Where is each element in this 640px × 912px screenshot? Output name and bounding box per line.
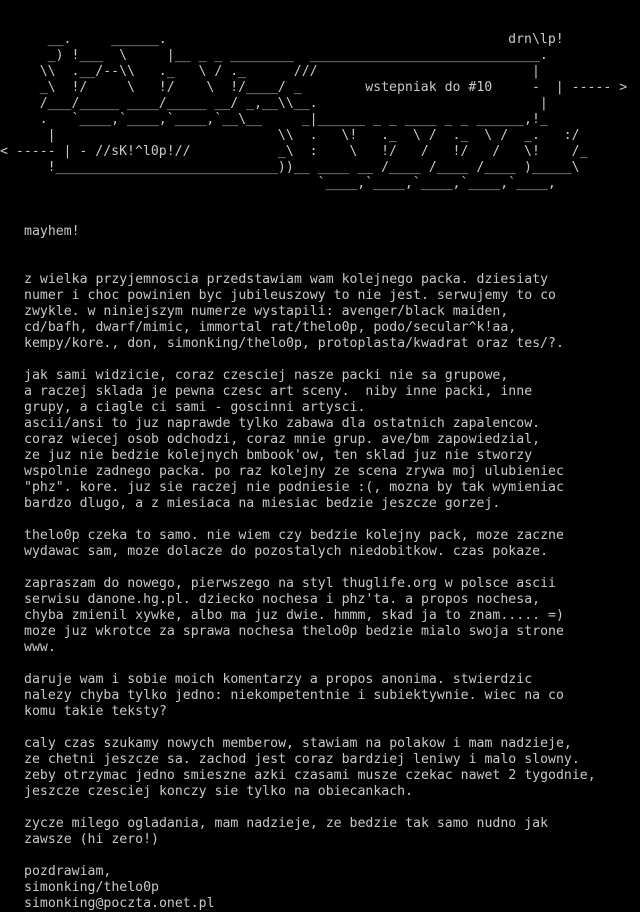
ascii-art-line: `____,`____,`____,`____,`____, [0, 176, 556, 191]
ascii-art-logo [0, 32, 627, 192]
text-line: zycze milego ogladania, mam nadzieje, ze bedzie tak samo nudno jak [24, 816, 549, 831]
text-line: "phz". kore. juz sie raczej nie podniesie :(, mozna by tak wymieniac [24, 480, 564, 495]
ascii-art-line: _\ !/ \ !/ \ !/____/ _ wstepniak do #10 - | ----- > [0, 80, 628, 95]
text-line: nalezy chyba tylko jedno: niekompetentnie i subiektywnie. wiec na co [24, 688, 564, 703]
paragraph [24, 816, 632, 848]
text-line: numer i choc powinien byc jubileuszowy to nie jest. serwujemy to co [24, 288, 556, 303]
text-line: wspolnie zadnego packa. po raz kolejny ze scena zrywa moj ulubieniec [24, 464, 564, 479]
signature [24, 864, 632, 912]
paragraph [24, 272, 632, 352]
ascii-art-line: /___/_____ ____/_____ __/ _,__\\__. | [0, 96, 548, 111]
text-line: komu takie teksty? [24, 704, 167, 719]
ascii-art-line: . `____,`____,`____,`__\__ _|______ _ _ ____ _ _ ______,!_ [0, 112, 548, 127]
text-line: grupy, a ciagle ci sami - goscinni artysci. [24, 400, 366, 415]
ascii-art-line: \\ .__/--\\ ._ \ / ._ /// | [0, 64, 540, 79]
text-line: zwykle. w niniejszym numerze wystapili: avenger/black maiden, [24, 304, 509, 319]
text-line: thelo0p czeka to samo. nie wiem czy bedzie kolejny pack, moze zaczne [24, 528, 564, 543]
text-line: z wielka przyjemnoscia przedstawiam wam kolejnego packa. dziesiaty [24, 272, 549, 287]
text-line: serwisu danone.hg.pl. dziecko nochesa i phz'ta. a propos nochesa, [24, 592, 541, 607]
greeting: mayhem! [24, 224, 80, 239]
text-line: coraz wiecej osob odchodzi, coraz mnie grup. ave/bm zapowiedzial, [24, 432, 541, 447]
paragraph [24, 528, 632, 560]
signature-line: simonking/thelo0p [24, 880, 159, 895]
paragraph [24, 672, 632, 720]
text-line: daruje wam i sobie moich komentarzy a propos anonima. stwierdzic [24, 672, 533, 687]
text-line: ze chetni jeszcze sa. zachod jest coraz bardziej leniwy i malo slowny. [24, 752, 580, 767]
ascii-art-line: !____________________________))__ ____ __ /____ /____ /____ )_____\ [0, 160, 580, 175]
paragraph [24, 736, 632, 800]
paragraph [24, 368, 632, 512]
text-line: cd/bafh, dwarf/mimic, immortal rat/thelo0p, podo/secular^k!aa, [24, 320, 517, 335]
text-line: zapraszam do nowego, pierwszego na styl thuglife.org w polsce ascii [24, 576, 556, 591]
text-line: ze juz nie bedzie kolejnych bmbook'ow, ten sklad juz nie stworzy [24, 448, 533, 463]
signature-line: simonking@poczta.onet.pl [24, 896, 215, 911]
ascii-art-line: | \\ . \! ._ \ / ._ \ / _. :/ [0, 128, 580, 143]
editorial-text [24, 224, 632, 912]
text-line: jeszcze czesciej konczy sie tylko na obiecankach. [24, 784, 414, 799]
signature-line: pozdrawiam, [24, 864, 112, 879]
paragraph [24, 576, 632, 656]
text-line: kempy/kore., don, simonking/thelo0p, protoplasta/kwadrat oraz tes/?. [24, 336, 564, 351]
text-line: jak sami widzicie, coraz czesciej nasze packi nie sa grupowe, [24, 368, 509, 383]
ascii-art-line: __. ______. drn\lp! [0, 32, 564, 47]
paragraphs [24, 272, 632, 848]
text-line: caly czas szukamy nowych memberow, stawiam na polakow i mam nadzieje, [24, 736, 572, 751]
text-line: zeby otrzymac jedno smieszne azki czasami musze czekac nawet 2 tygodnie, [24, 768, 596, 783]
text-line: ascii/ansi to juz naprawde tylko zabawa dla ostatnich zapalencow. [24, 416, 541, 431]
text-line: chyba zmienil xywke, albo ma juz dwie. hmmm, skad ja to znam..... =) [24, 608, 564, 623]
ascii-art-line: < ----- | - //sK!^l0p!// _\ : \ !/ / !/ / \! /_ [0, 144, 588, 159]
text-line: wydawac sam, moze dolacze do pozostalych niedobitkow. czas pokaze. [24, 544, 549, 559]
text-line: a raczej sklada je pewna czesc art sceny. niby inne packi, inne [24, 384, 533, 399]
text-line: bardzo dlugo, a z miesiaca na miesiac bedzie jeszcze gorzej. [24, 496, 501, 511]
text-line: www. [24, 640, 56, 655]
text-line: zawsze (hi zero!) [24, 832, 159, 847]
text-line: moze juz wkrotce za sprawa nochesa thelo0p bedzie mialo swoja strone [24, 624, 564, 639]
ascii-art-line: _) !___ \ |__ _ _ ________ _____________________________. [0, 48, 548, 63]
